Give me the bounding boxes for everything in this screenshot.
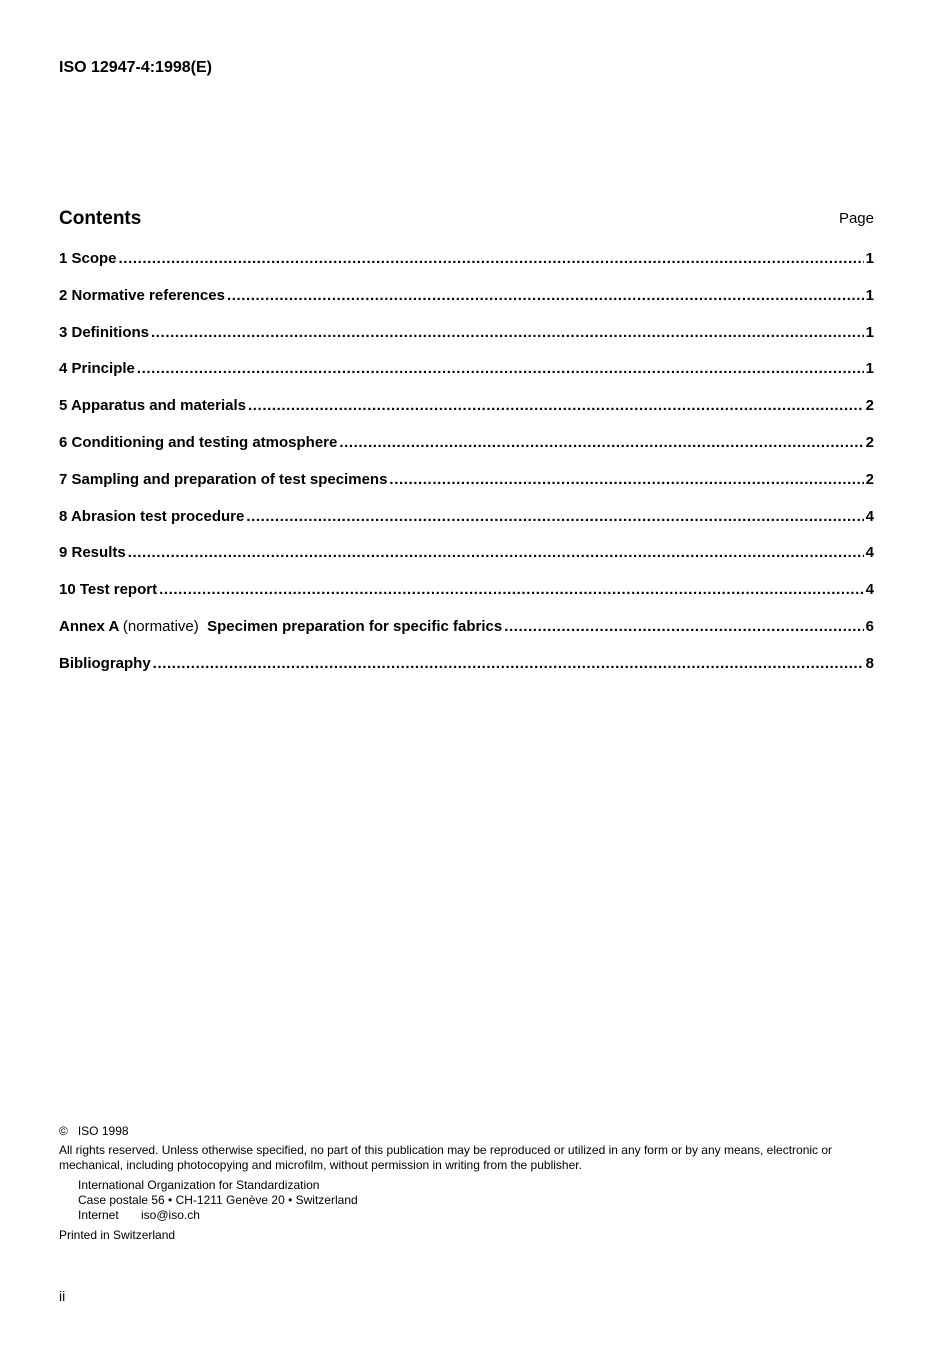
printed-in: Printed in Switzerland bbox=[59, 1228, 176, 1242]
toc-entry-test-report[interactable] bbox=[59, 581, 874, 618]
internet-email[interactable]: iso@iso.ch bbox=[141, 1208, 200, 1222]
toc-entry-label: Bibliography bbox=[59, 654, 151, 672]
toc-entry-label: 4 Principle bbox=[59, 360, 135, 378]
toc-entry-apparatus[interactable] bbox=[59, 397, 874, 434]
annex-prefix: Annex A bbox=[59, 617, 119, 635]
page-number: ii bbox=[59, 1288, 66, 1304]
toc-leader-dots bbox=[227, 287, 864, 304]
toc-entry-label: 10 Test report bbox=[59, 581, 158, 599]
document-id: ISO 12947-4:1998(E) bbox=[59, 59, 212, 76]
toc-entry-abrasion-test[interactable] bbox=[59, 508, 874, 545]
toc-leader-dots bbox=[128, 544, 864, 561]
toc-leader-dots bbox=[151, 324, 864, 341]
publisher-address bbox=[78, 1178, 358, 1223]
toc-entry-label: 7 Sampling and preparation of test specimens bbox=[59, 470, 388, 488]
copyright-notice bbox=[59, 1124, 129, 1138]
toc-entry-bibliography[interactable] bbox=[59, 655, 874, 692]
toc-entry-page: 2 bbox=[865, 397, 874, 415]
toc-entry-label: 1 Scope bbox=[59, 250, 117, 267]
toc-entry-page: 1 bbox=[865, 323, 874, 341]
rights-statement: All rights reserved. Unless otherwise specified, no part of this publication may be reproduced or utilized in any form or by any means, electronic or mechanical, including photocopying and microfilm, without permission in writing from the publisher. bbox=[59, 1143, 833, 1172]
toc-entry-page: 1 bbox=[865, 250, 874, 267]
toc-entry-page: 6 bbox=[865, 617, 874, 635]
toc-leader-dots bbox=[339, 434, 863, 451]
toc-leader-dots bbox=[504, 618, 863, 635]
copyright-text: ISO 1998 bbox=[77, 1124, 129, 1138]
toc-entry-page: 1 bbox=[865, 360, 874, 378]
toc-entry-label: 8 Abrasion test procedure bbox=[59, 507, 245, 525]
toc-entry-results[interactable] bbox=[59, 544, 874, 581]
page-column-label: Page bbox=[838, 210, 874, 227]
annex-title: Specimen preparation for specific fabrics bbox=[207, 617, 503, 635]
toc-entry-page: 2 bbox=[865, 433, 874, 451]
copyright-symbol: © bbox=[59, 1124, 68, 1138]
contents-title: Contents bbox=[59, 208, 142, 229]
internet-line bbox=[78, 1208, 358, 1223]
toc-entry-principle[interactable] bbox=[59, 360, 874, 397]
toc-leader-dots bbox=[119, 250, 864, 267]
toc-entry-page: 2 bbox=[865, 470, 874, 488]
toc-entry-sampling[interactable] bbox=[59, 471, 874, 508]
toc-entry-label: 6 Conditioning and testing atmosphere bbox=[59, 433, 338, 451]
toc-entry-conditioning[interactable] bbox=[59, 434, 874, 471]
toc-leader-dots bbox=[153, 655, 864, 672]
toc-entry-scope[interactable] bbox=[59, 250, 874, 287]
toc-leader-dots bbox=[137, 360, 864, 377]
toc-entry-label: 5 Apparatus and materials bbox=[59, 397, 247, 415]
toc-leader-dots bbox=[246, 508, 863, 525]
toc-entry-label: 9 Results bbox=[59, 544, 126, 562]
toc-entry-page: 1 bbox=[865, 286, 874, 304]
toc-entry-page: 4 bbox=[865, 507, 874, 525]
org-address: Case postale 56 • CH-1211 Genève 20 • Switzerland bbox=[78, 1193, 358, 1207]
org-name: International Organization for Standardization bbox=[78, 1178, 320, 1192]
toc-entry-label bbox=[59, 618, 502, 635]
annex-note: (normative) bbox=[122, 617, 199, 635]
toc-entry-label: 2 Normative references bbox=[59, 286, 225, 304]
table-of-contents bbox=[59, 250, 874, 692]
toc-entry-label: 3 Definitions bbox=[59, 323, 150, 341]
contents-header bbox=[59, 208, 874, 232]
toc-entry-page: 4 bbox=[865, 544, 874, 562]
toc-leader-dots bbox=[159, 581, 864, 598]
toc-leader-dots bbox=[389, 471, 863, 488]
toc-entry-page: 4 bbox=[865, 581, 874, 599]
toc-leader-dots bbox=[248, 397, 864, 414]
toc-entry-definitions[interactable] bbox=[59, 324, 874, 361]
toc-entry-page: 8 bbox=[865, 654, 874, 672]
toc-entry-annex-a[interactable] bbox=[59, 618, 874, 655]
internet-label: Internet bbox=[78, 1208, 119, 1222]
toc-entry-normative-references[interactable] bbox=[59, 287, 874, 324]
